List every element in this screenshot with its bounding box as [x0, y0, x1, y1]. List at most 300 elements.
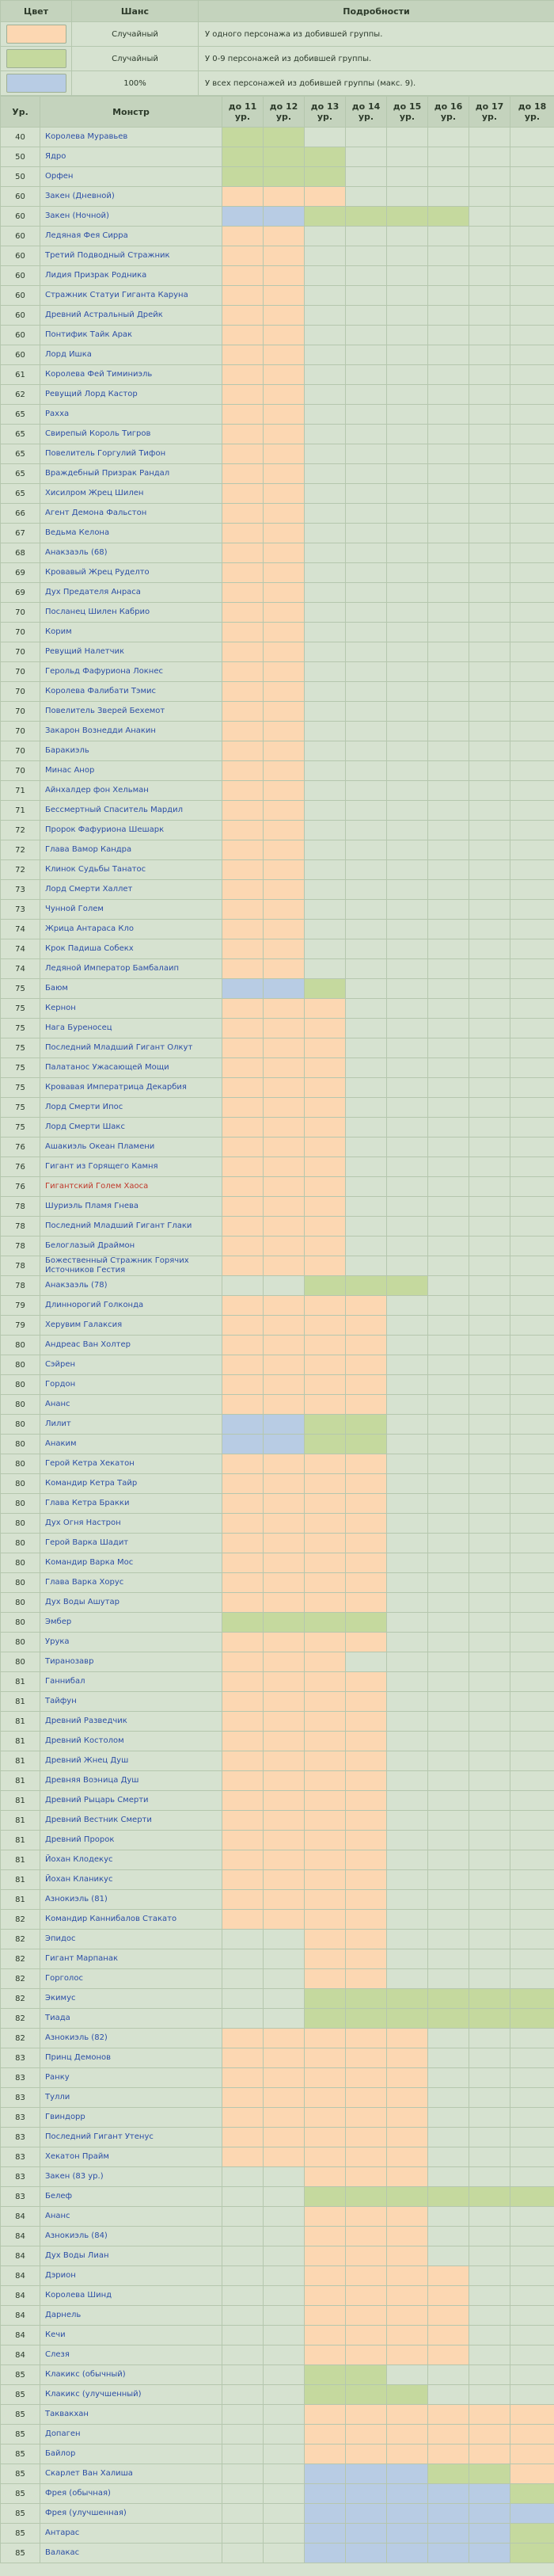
monster-name-link[interactable]: Пророк Фафуриона Шешарк — [40, 821, 222, 840]
monster-name-link[interactable]: Ревущий Лорд Кастор — [40, 385, 222, 405]
monster-name-link[interactable]: Анакзаэль (68) — [40, 543, 222, 563]
monster-name-link[interactable]: Дух Предателя Анраса — [40, 583, 222, 603]
drop-cell — [346, 1336, 387, 1355]
drop-cell — [510, 1831, 554, 1850]
table-row — [1, 840, 554, 860]
drop-cell — [264, 504, 305, 524]
drop-cell — [469, 2524, 510, 2544]
drop-cell — [346, 2306, 387, 2326]
drop-cell — [346, 900, 387, 920]
drop-cell — [510, 1672, 554, 1692]
monster-name-link[interactable]: Дух Воды Лиан — [40, 2246, 222, 2266]
drop-cell — [346, 1890, 387, 1910]
monster-name-link[interactable]: Дэрион — [40, 2266, 222, 2286]
monster-name-link[interactable]: Фрея (улучшенная) — [40, 2504, 222, 2524]
row-level: 62 — [1, 385, 40, 405]
monster-name-link[interactable]: Ананс — [40, 2207, 222, 2227]
drop-cell — [305, 781, 346, 801]
monster-name-link[interactable]: Последний Гигант Утенус — [40, 2128, 222, 2147]
drop-cell — [264, 1870, 305, 1890]
drop-cell — [264, 2246, 305, 2266]
drop-cell — [222, 1454, 264, 1474]
drop-cell — [222, 2068, 264, 2088]
monster-name-link[interactable]: Понтифик Тайк Арак — [40, 326, 222, 345]
monster-name-link[interactable]: Последний Младший Гигант Глаки — [40, 1217, 222, 1237]
monster-name-link[interactable]: Палатанос Ужасающей Мощи — [40, 1058, 222, 1078]
monster-name-link[interactable]: Королева Муравьев — [40, 128, 222, 147]
table-row — [1, 1534, 554, 1553]
drop-cell — [469, 1415, 510, 1435]
drop-cell — [469, 543, 510, 563]
monster-name-link[interactable]: Ядро — [40, 147, 222, 167]
monster-name-link[interactable]: Лидия Призрак Родника — [40, 266, 222, 286]
drop-cell — [305, 1672, 346, 1692]
drop-cell — [346, 405, 387, 425]
monster-name-link[interactable]: Ледяная Фея Сирра — [40, 227, 222, 246]
monster-name-link[interactable]: Кровавый Жрец Руделто — [40, 563, 222, 583]
drop-cell — [264, 207, 305, 227]
drop-cell — [510, 2246, 554, 2266]
row-level: 70 — [1, 603, 40, 623]
monster-name-link[interactable]: Гигант из Горящего Камня — [40, 1157, 222, 1177]
monster-name-link[interactable]: Допаген — [40, 2425, 222, 2445]
monster-name-link[interactable]: Гордон — [40, 1375, 222, 1395]
row-level: 75 — [1, 999, 40, 1019]
monster-name-link[interactable]: Древний Жнец Душ — [40, 1751, 222, 1771]
drop-cell — [510, 2504, 554, 2524]
monster-name-link[interactable]: Глава Вамор Кандра — [40, 840, 222, 860]
monster-name-link[interactable]: Древний Рыцарь Смерти — [40, 1791, 222, 1811]
monster-name-link[interactable]: Тайфун — [40, 1692, 222, 1712]
monster-name-link[interactable]: Сэйрен — [40, 1355, 222, 1375]
monster-name-link[interactable]: Таквакхан — [40, 2405, 222, 2425]
drop-cell — [469, 2048, 510, 2068]
monster-name-link[interactable]: Глава Кетра Бракки — [40, 1494, 222, 1514]
drop-cell — [264, 1692, 305, 1712]
monster-name-link[interactable]: Командир Каннибалов Стакато — [40, 1910, 222, 1930]
monster-name-link[interactable]: Тиранозавр — [40, 1652, 222, 1672]
drop-cell — [387, 603, 428, 623]
drop-cell — [305, 1375, 346, 1395]
legend-row-single — [1, 22, 554, 47]
monster-name-link[interactable]: Герольд Фафуриона Локнес — [40, 662, 222, 682]
drop-cell — [510, 2306, 554, 2326]
drop-cell — [510, 1137, 554, 1157]
drop-cell — [387, 1791, 428, 1811]
monster-name-link[interactable]: Клакикс (улучшенный) — [40, 2385, 222, 2405]
row-level: 60 — [1, 326, 40, 345]
drop-cell — [428, 1494, 469, 1514]
drop-cell — [305, 2365, 346, 2385]
drop-cell — [469, 860, 510, 880]
drop-cell — [222, 1910, 264, 1930]
monster-name-link[interactable]: Клакикс (обычный) — [40, 2365, 222, 2385]
drop-cell — [264, 2524, 305, 2544]
monster-name-link[interactable]: Клинок Судьбы Танатос — [40, 860, 222, 880]
monster-name-link[interactable]: Ранку — [40, 2068, 222, 2088]
table-row — [1, 682, 554, 702]
drop-cell — [264, 2128, 305, 2147]
monster-name-link[interactable]: Королева Шинд — [40, 2286, 222, 2306]
drop-cell — [305, 2029, 346, 2048]
monster-name-link[interactable]: Командир Варка Мос — [40, 1553, 222, 1573]
drop-cell — [346, 207, 387, 227]
monster-name-link[interactable]: Свирепый Король Тигров — [40, 425, 222, 444]
table-row — [1, 2029, 554, 2048]
monster-name-link[interactable]: Древний Вестник Смерти — [40, 1811, 222, 1831]
monster-name-link[interactable]: Белеф — [40, 2187, 222, 2207]
monster-name-link[interactable]: Тулли — [40, 2088, 222, 2108]
drop-cell — [264, 2326, 305, 2345]
drop-cell — [469, 1811, 510, 1831]
drop-cell — [346, 1850, 387, 1870]
monster-name-link[interactable]: Херувим Галаксия — [40, 1316, 222, 1336]
drop-cell — [510, 1910, 554, 1930]
drop-cell — [305, 405, 346, 425]
drop-cell — [469, 1078, 510, 1098]
monster-name-link[interactable]: Древний Разведчик — [40, 1712, 222, 1732]
drop-cell — [346, 2385, 387, 2405]
monster-name-link[interactable]: Бессмертный Спаситель Мардил — [40, 801, 222, 821]
drop-cell — [346, 286, 387, 306]
drop-cell — [469, 1593, 510, 1613]
drop-cell — [222, 1177, 264, 1197]
monster-name-link[interactable]: Ананс — [40, 1395, 222, 1415]
monster-name-link[interactable]: Эпидос — [40, 1930, 222, 1949]
drop-cell — [469, 2108, 510, 2128]
monster-name-link[interactable]: Гвиндорр — [40, 2108, 222, 2128]
drop-cell — [305, 761, 346, 781]
drop-cell — [264, 543, 305, 563]
drop-cell — [387, 1732, 428, 1751]
monster-name-link[interactable]: Крок Падиша Собекх — [40, 939, 222, 959]
drop-cell — [346, 2464, 387, 2484]
row-level: 67 — [1, 524, 40, 543]
monster-name-link[interactable]: Кечи — [40, 2326, 222, 2345]
drop-cell — [387, 2128, 428, 2147]
monster-name-link[interactable]: Жрица Антараса Кло — [40, 920, 222, 939]
drop-cell — [305, 2445, 346, 2464]
monster-name-link[interactable]: Третий Подводный Стражник — [40, 246, 222, 266]
drop-cell — [387, 1811, 428, 1831]
drop-cell — [346, 246, 387, 266]
monster-name-link[interactable]: Анакзаэль (78) — [40, 1276, 222, 1296]
drop-cell — [469, 1197, 510, 1217]
monster-name-link[interactable]: Герой Варка Шадит — [40, 1534, 222, 1553]
row-level: 78 — [1, 1256, 40, 1276]
drop-cell — [510, 543, 554, 563]
monster-name-link[interactable]: Чунной Голем — [40, 900, 222, 920]
monster-name-link[interactable]: Древняя Воэница Душ — [40, 1771, 222, 1791]
drop-cell — [510, 1652, 554, 1672]
monster-name-link[interactable]: Рахха — [40, 405, 222, 425]
monster-name-link[interactable]: Анаким — [40, 1435, 222, 1454]
drop-cell — [305, 2108, 346, 2128]
drop-cell — [264, 1375, 305, 1395]
monster-name-link[interactable]: Длиннорогий Голконда — [40, 1296, 222, 1316]
monster-name-link[interactable]: Фрея (обычная) — [40, 2484, 222, 2504]
table-row — [1, 227, 554, 246]
monster-name-link[interactable]: Тиада — [40, 2009, 222, 2029]
drop-cell — [428, 306, 469, 326]
drop-cell — [222, 227, 264, 246]
row-level: 61 — [1, 365, 40, 385]
monster-name-link[interactable]: Ганнибал — [40, 1672, 222, 1692]
monster-name-link[interactable]: Экимус — [40, 1989, 222, 2009]
drop-cell — [264, 1949, 305, 1969]
drop-cell — [387, 2425, 428, 2445]
monster-name-link[interactable]: Посланец Шилен Кабрио — [40, 603, 222, 623]
drop-cell — [346, 1355, 387, 1375]
monster-name-link[interactable]: Баюм — [40, 979, 222, 999]
legend-swatch — [6, 25, 66, 44]
drop-cell — [387, 761, 428, 781]
drop-cell — [346, 1118, 387, 1137]
drop-cell — [222, 1217, 264, 1237]
drop-cell — [428, 1831, 469, 1850]
monster-name-link[interactable]: Йохан Кланикус — [40, 1870, 222, 1890]
row-level: 75 — [1, 1019, 40, 1038]
monster-name-link[interactable]: Белоглазый Драймон — [40, 1237, 222, 1256]
drop-cell — [346, 741, 387, 761]
drop-cell — [222, 2385, 264, 2405]
drop-cell — [469, 2207, 510, 2227]
drop-cell — [428, 1573, 469, 1593]
monster-name-link[interactable]: Закен (Дневной) — [40, 187, 222, 207]
monster-name-link[interactable]: Закен (Ночной) — [40, 207, 222, 227]
table-row — [1, 2108, 554, 2128]
drop-cell — [222, 1474, 264, 1494]
row-level: 65 — [1, 464, 40, 484]
monster-name-link[interactable]: Кровавая Императрица Декарбия — [40, 1078, 222, 1098]
drop-cell — [387, 1930, 428, 1949]
row-level: 75 — [1, 1078, 40, 1098]
drop-cell — [222, 1771, 264, 1791]
monster-name-link[interactable]: Орфен — [40, 167, 222, 187]
table-row — [1, 1296, 554, 1316]
drop-cell — [469, 345, 510, 365]
drop-cell — [346, 1098, 387, 1118]
legend-swatch-cell — [1, 71, 72, 96]
monster-name-link[interactable]: Ведьма Келона — [40, 524, 222, 543]
drop-cell — [428, 563, 469, 583]
drop-cell — [264, 2009, 305, 2029]
table-row — [1, 2464, 554, 2484]
drop-cell — [428, 2009, 469, 2029]
monster-name-link[interactable]: Хекатон Прайм — [40, 2147, 222, 2167]
monster-name-link[interactable]: Эмбер — [40, 1613, 222, 1633]
monster-name-link[interactable]: Гигант Марпанак — [40, 1949, 222, 1969]
monster-name-link[interactable]: Закен (83 ур.) — [40, 2167, 222, 2187]
drop-cell — [428, 1395, 469, 1415]
drop-cell — [264, 2405, 305, 2425]
monster-name-link[interactable]: Хисилром Жрец Шилен — [40, 484, 222, 504]
monster-name-link[interactable]: Нага Буреносец — [40, 1019, 222, 1038]
drop-cell — [305, 939, 346, 959]
monster-name-link[interactable]: Байлор — [40, 2445, 222, 2464]
drop-cell — [346, 840, 387, 860]
drop-cell — [264, 2068, 305, 2088]
drop-cell — [222, 1197, 264, 1217]
row-level: 84 — [1, 2326, 40, 2345]
drop-cell — [510, 1751, 554, 1771]
monster-name-link[interactable]: Принц Демонов — [40, 2048, 222, 2068]
monster-name-link[interactable]: Гигантский Голем Хаоса — [40, 1177, 222, 1197]
drop-cell — [428, 1613, 469, 1633]
drop-cell — [222, 2048, 264, 2068]
monster-name-link[interactable]: Закарон Вознедди Анакин — [40, 722, 222, 741]
monster-name-link[interactable]: Дух Огня Настрон — [40, 1514, 222, 1534]
monster-name-link[interactable]: Минас Анор — [40, 761, 222, 781]
row-level: 81 — [1, 1672, 40, 1692]
monster-name-link[interactable]: Горголос — [40, 1969, 222, 1989]
monster-name-link[interactable]: Враждебный Призрак Рандал — [40, 464, 222, 484]
row-level: 81 — [1, 1771, 40, 1791]
drop-cell — [428, 2544, 469, 2563]
monster-name-link[interactable]: Антарас — [40, 2524, 222, 2544]
monster-name-link[interactable]: Королева Фалибати Тэмис — [40, 682, 222, 702]
drop-cell — [222, 939, 264, 959]
drop-cell — [305, 2484, 346, 2504]
monster-name-link[interactable]: Дух Воды Ашутар — [40, 1593, 222, 1613]
drop-cell — [428, 1474, 469, 1494]
drop-cell — [222, 1890, 264, 1910]
monster-name-link[interactable]: Лорд Ишка — [40, 345, 222, 365]
monster-name-link[interactable]: Последний Младший Гигант Олкут — [40, 1038, 222, 1058]
monster-name-link[interactable]: Азнокиэль (82) — [40, 2029, 222, 2048]
drop-cell — [222, 2029, 264, 2048]
drop-cell — [264, 2187, 305, 2207]
drop-cell — [346, 1474, 387, 1494]
monster-name-link[interactable]: Корим — [40, 623, 222, 642]
drop-cell — [264, 444, 305, 464]
monster-name-link[interactable]: Ревущий Налетчик — [40, 642, 222, 662]
drop-cell — [264, 1197, 305, 1217]
row-level: 79 — [1, 1296, 40, 1316]
drop-cell — [346, 1573, 387, 1593]
drop-cell — [264, 167, 305, 187]
monster-name-link[interactable]: Андреас Ван Холтер — [40, 1336, 222, 1355]
monster-name-link[interactable]: Герой Кетра Хекатон — [40, 1454, 222, 1474]
drop-cell — [264, 1454, 305, 1474]
monster-name-link[interactable]: Айнхалдер фон Хельман — [40, 781, 222, 801]
monster-name-link[interactable]: Баракиэль — [40, 741, 222, 761]
monster-name-link[interactable]: Древний Пророк — [40, 1831, 222, 1850]
drop-cell — [264, 425, 305, 444]
table-row — [1, 761, 554, 781]
drop-cell — [264, 860, 305, 880]
drop-cell — [305, 1811, 346, 1831]
monster-name-link[interactable]: Ледяной Император Бамбалаип — [40, 959, 222, 979]
drop-cell — [305, 2128, 346, 2147]
monster-name-link[interactable]: Кернон — [40, 999, 222, 1019]
monster-name-link[interactable]: Древний Костолом — [40, 1732, 222, 1751]
drop-cell — [469, 1038, 510, 1058]
monster-name-link[interactable]: Лорд Смерти Халлет — [40, 880, 222, 900]
drop-cell — [222, 2286, 264, 2306]
monster-name-link[interactable]: Шуриэль Пламя Гнева — [40, 1197, 222, 1217]
monster-name-link[interactable]: Божественный Стражник Горячих Источников Гестия — [40, 1256, 222, 1276]
drop-cell — [222, 1355, 264, 1375]
monster-name-link[interactable]: Повелитель Горгулий Тифон — [40, 444, 222, 464]
monster-name-link[interactable]: Лорд Смерти Шакс — [40, 1118, 222, 1137]
monster-name-link[interactable]: Стражник Статуи Гиганта Каруна — [40, 286, 222, 306]
monster-name-link[interactable]: Лилит — [40, 1415, 222, 1435]
drop-cell — [428, 1712, 469, 1732]
drop-cell — [305, 662, 346, 682]
drop-cell — [469, 1157, 510, 1177]
drop-cell — [428, 1058, 469, 1078]
drop-cell — [510, 860, 554, 880]
drop-cell — [428, 1237, 469, 1256]
drop-cell — [387, 1534, 428, 1553]
drop-cell — [469, 1534, 510, 1553]
monster-name-link[interactable]: Лорд Смерти Ипос — [40, 1098, 222, 1118]
monster-name-link[interactable]: Древний Астральный Дрейк — [40, 306, 222, 326]
drop-cell — [305, 2345, 346, 2365]
table-row — [1, 484, 554, 504]
monster-name-link[interactable]: Йохан Клодекус — [40, 1850, 222, 1870]
drop-cell — [264, 920, 305, 939]
monster-name-link[interactable]: Урука — [40, 1633, 222, 1652]
drop-cell — [510, 1197, 554, 1217]
monster-name-link[interactable]: Агент Демона Фальстон — [40, 504, 222, 524]
drop-cell — [222, 1692, 264, 1712]
drop-cell — [510, 1949, 554, 1969]
drop-cell — [305, 524, 346, 543]
monster-name-link[interactable]: Скарлет Ван Халиша — [40, 2464, 222, 2484]
drop-cell — [222, 2167, 264, 2187]
drop-cell — [428, 2504, 469, 2524]
monster-name-link[interactable]: Слезя — [40, 2345, 222, 2365]
drop-cell — [222, 147, 264, 167]
drop-cell — [387, 979, 428, 999]
legend-detail: У одного персонажа из добившей группы. — [199, 22, 554, 47]
monster-name-link[interactable]: Ашакиэль Океан Пламени — [40, 1137, 222, 1157]
drop-cell — [346, 1237, 387, 1256]
drop-cell — [428, 1850, 469, 1870]
monster-name-link[interactable]: Дарнель — [40, 2306, 222, 2326]
drop-cell — [222, 2187, 264, 2207]
drop-cell — [222, 1732, 264, 1751]
drop-cell — [469, 999, 510, 1019]
monster-name-link[interactable]: Азнокиэль (81) — [40, 1890, 222, 1910]
monster-name-link[interactable]: Командир Кетра Тайр — [40, 1474, 222, 1494]
drop-cell — [510, 504, 554, 524]
drop-cell — [510, 2484, 554, 2504]
drop-cell — [428, 385, 469, 405]
drop-cell — [387, 1137, 428, 1157]
drop-cell — [346, 1454, 387, 1474]
monster-name-link[interactable]: Королева Фей Тиминиэль — [40, 365, 222, 385]
drop-cell — [305, 365, 346, 385]
drop-cell — [222, 1514, 264, 1534]
drop-cell — [428, 1969, 469, 1989]
drop-cell — [305, 2068, 346, 2088]
drop-cell — [222, 761, 264, 781]
monster-name-link[interactable]: Глава Варка Хорус — [40, 1573, 222, 1593]
table-row — [1, 1949, 554, 1969]
drop-cell — [222, 2345, 264, 2365]
monster-name-link[interactable]: Валакас — [40, 2544, 222, 2563]
drop-cell — [428, 286, 469, 306]
drop-cell — [305, 860, 346, 880]
drop-cell — [469, 979, 510, 999]
drop-cell — [305, 1019, 346, 1038]
row-level: 75 — [1, 979, 40, 999]
monster-name-link[interactable]: Азнокиэль (84) — [40, 2227, 222, 2246]
monster-name-link[interactable]: Повелитель Зверей Бехемот — [40, 702, 222, 722]
